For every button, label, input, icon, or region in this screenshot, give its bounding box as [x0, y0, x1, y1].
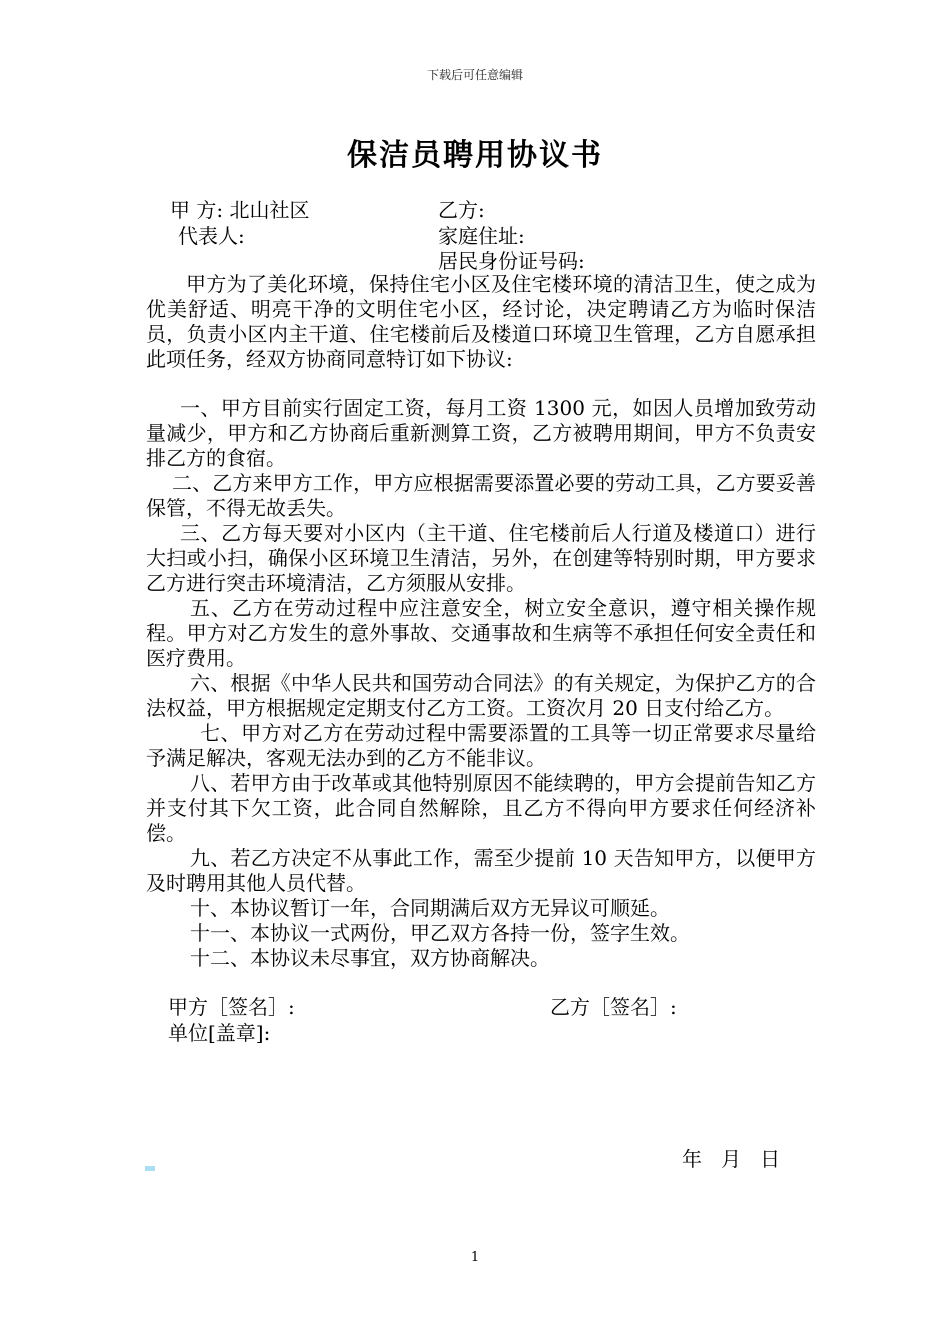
party-a-signature: 甲方［签名］: [168, 995, 295, 1019]
home-address-label: 家庭住址: [438, 224, 525, 248]
clause: 九、若乙方决定不从事此工作，需至少提前 10 天告知甲方，以便甲方及时聘用其他人员代替。 [146, 846, 816, 895]
clause: 五、乙方在劳动过程中应注意安全，树立安全意识，遵守相关操作规程。甲方对乙方发生的意外事故、交通事故和生病等不承担任何安全责任和医疗费用。 [146, 596, 816, 670]
clause: 八、若甲方由于改革或其他特别原因不能续聘的，甲方会提前告知乙方并支付其下欠工资，此合同自然解除，且乙方不得向甲方要求任何经济补偿。 [146, 771, 816, 845]
document-title: 保洁员聘用协议书 [347, 138, 603, 173]
cursor-mark [145, 1166, 155, 1171]
party-a-label: 甲 方: 北山社区 [170, 198, 310, 222]
intro-paragraph: 甲方为了美化环境，保持住宅小区及住宅楼环境的清洁卫生，使之成为优美舒适、明亮干净的文明住宅小区，经讨论，决定聘请乙方为临时保洁员，负责小区内主干道、住宅楼前后及楼道口环境卫生管理，乙方自愿承担此项任务，经双方协商同意特订如下协议: [146, 272, 816, 371]
clause: 十一、本协议一式两份，甲乙双方各持一份，签字生效。 [190, 921, 690, 945]
party-b-signature: 乙方［签名］: [550, 995, 677, 1019]
clause: 二、乙方来甲方工作，甲方应根据需要添置必要的劳动工具，乙方要妥善保管，不得无故丢失。 [146, 471, 816, 520]
clause: 一、甲方目前实行固定工资，每月工资 1300 元，如因人员增加致劳动量减少，甲方和乙方协商后重新测算工资，乙方被聘用期间，甲方不负责安排乙方的食宿。 [146, 396, 816, 470]
clause: 七、甲方对乙方在劳动过程中需要添置的工具等一切正常要求尽量给予满足解决，客观无法办到的乙方不能非议。 [146, 721, 816, 770]
party-b-label: 乙方: [438, 198, 485, 222]
date-line: 年 月 日 [682, 1147, 781, 1171]
clause: 十、本协议暂订一年，合同期满后双方无异议可顺延。 [190, 896, 670, 920]
page-number: 1 [470, 1250, 480, 1265]
representative-label: 代表人: [178, 224, 245, 248]
unit-seal-label: 单位[盖章]: [168, 1021, 271, 1045]
id-number-label: 居民身份证号码: [438, 249, 585, 273]
clause: 十二、本协议未尽事宜，双方协商解决。 [190, 946, 550, 970]
clause: 三、乙方每天要对小区内（主干道、住宅楼前后人行道及楼道口）进行大扫或小扫，确保小区环境卫生清洁，另外，在创建等特别时期，甲方要求乙方进行突击环境清洁，乙方须服从安排。 [146, 521, 816, 595]
header-note: 下载后可任意编辑 [426, 68, 523, 82]
clause: 六、根据《中华人民共和国劳动合同法》的有关规定，为保护乙方的合法权益，甲方根据规定定期支付乙方工资。工资次月 20 日支付给乙方。 [146, 671, 816, 720]
agreement-body [146, 272, 816, 971]
